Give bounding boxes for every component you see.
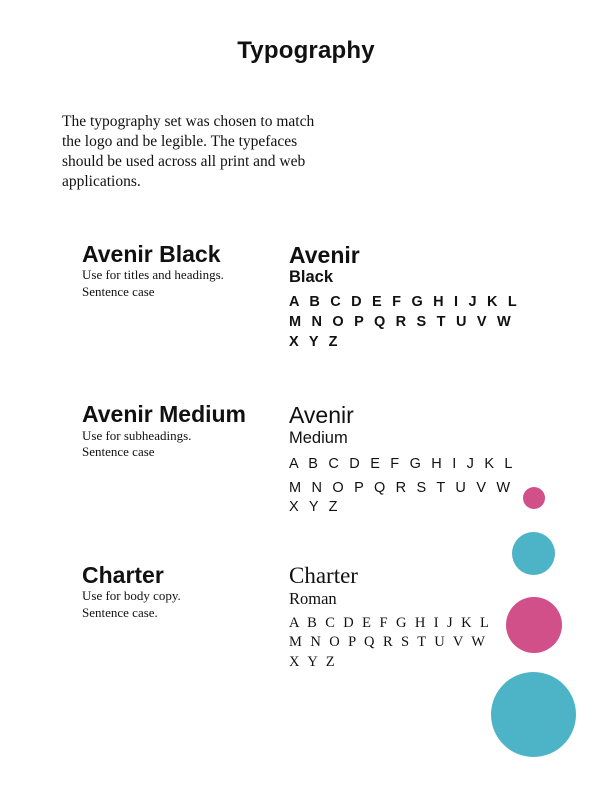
- pink-circle-small: [523, 487, 545, 509]
- pink-circle-large: [506, 597, 562, 653]
- specimen-name: Avenir: [289, 242, 360, 268]
- alphabet-line: X Y Z: [289, 654, 337, 670]
- section-desc-line: Sentence case: [82, 444, 155, 459]
- page-title: Typography: [237, 37, 375, 64]
- alphabet-line: M N O P Q R S T U V W: [289, 314, 514, 330]
- teal-circle-xlarge: [491, 672, 576, 757]
- alphabet-line: M N O P Q R S T U V W: [289, 480, 514, 496]
- alphabet-line: M N O P Q R S T U V W: [289, 634, 488, 650]
- section-desc-line: Sentence case: [82, 284, 155, 299]
- specimen-name: Avenir: [289, 402, 354, 428]
- specimen-weight: Black: [289, 268, 334, 286]
- intro-paragraph: The typography set was chosen to match the logo and be legible. The typefaces should be used across all print and web applications.: [62, 113, 315, 190]
- specimen-weight: Medium: [289, 429, 348, 447]
- alphabet-line: A B C D E F G H I J K L: [289, 294, 520, 310]
- specimen-weight: Roman: [289, 589, 337, 608]
- section-title-avenir-medium: Avenir Medium: [82, 401, 247, 427]
- specimen-name: Charter: [289, 563, 358, 588]
- alphabet-line: A B C D E F G H I J K L: [289, 615, 492, 631]
- section-desc-line: Use for titles and headings.: [82, 267, 224, 282]
- alphabet-line: X Y Z: [289, 334, 341, 350]
- section-title-avenir-black: Avenir Black: [82, 241, 221, 267]
- section-desc-line: Sentence case.: [82, 605, 158, 620]
- section-title-charter: Charter: [82, 562, 164, 588]
- section-desc-line: Use for body copy.: [82, 588, 181, 603]
- alphabet-line: A B C D E F G H I J K L: [289, 456, 516, 472]
- teal-circle-medium: [512, 532, 555, 575]
- alphabet-line: X Y Z: [289, 499, 341, 515]
- section-desc-line: Use for subheadings.: [82, 428, 192, 443]
